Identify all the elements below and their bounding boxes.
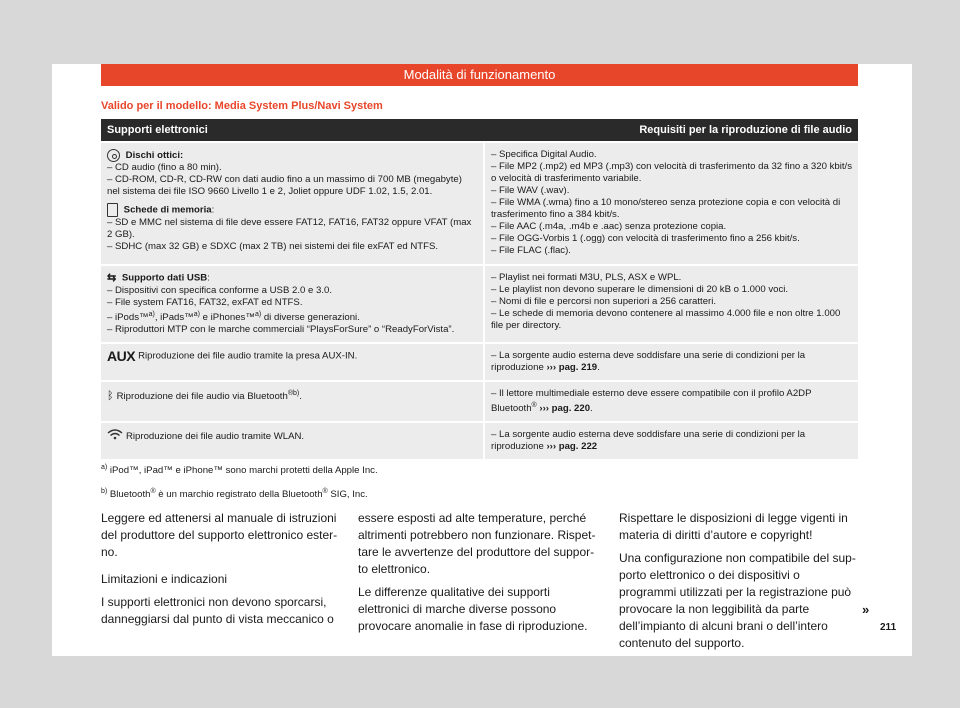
table-header-row <box>101 119 858 142</box>
requirement-line: – File WAV (.wav). <box>491 185 570 196</box>
requirement-line: – File MP2 (.mp2) ed MP3 (.mp3) con velocità di trasferimento da 32 fino a 320 kbit/s o velocità di trasferimento variabile. <box>491 161 852 184</box>
aux-requirement: – La sorgente audio esterna deve soddisfare una serie di condizioni per la riproduzione <box>491 349 806 373</box>
cell-bluetooth-requirements <box>484 381 858 422</box>
cell-aux <box>101 343 484 381</box>
paragraph: Leggere ed attenersi al manuale di istruzioni del produttore del supporto elettronico esterno. <box>101 511 338 559</box>
disc-icon <box>107 149 120 162</box>
usb-title: Supporto dati USB <box>121 272 208 284</box>
cell-aux-requirements <box>484 343 858 381</box>
usb-line: – Riproduttori MTP con le marche commerciali “PlaysForSure” o “ReadyForVista”. <box>107 323 455 335</box>
body-column-3 <box>619 510 857 658</box>
memory-card-icon <box>107 203 118 217</box>
cell-optical-memory-requirements <box>484 142 858 265</box>
usb-icon: ⇆ <box>107 272 117 285</box>
paragraph: I supporti elettronici non devono sporcarsi, danneggiarsi dal punto di vista meccanico o <box>101 595 334 626</box>
aux-req-end: . <box>597 361 600 373</box>
requirement-line: – File WMA (.wma) fino a 10 mono/stereo senza protezione copia e con velocità di trasferimento fino a 384 kbit/s. <box>491 197 841 220</box>
column-header-media: Supporti elettronici <box>101 119 484 142</box>
bluetooth-icon: ᛒ <box>107 390 114 403</box>
column-header-requirements: Requisiti per la riproduzione di file audio <box>484 119 858 142</box>
bluetooth-req-sup: ® <box>531 401 537 409</box>
requirement-line: – File FLAC (.flac). <box>491 245 571 256</box>
requirement-line: – File OGG-Vorbis 1 (.ogg) con velocità di trasferimento fino a 256 kbit/s. <box>491 233 800 244</box>
footnotes <box>101 462 858 510</box>
table-row <box>101 343 858 381</box>
subheading: Limitazioni e indicazioni <box>101 572 228 586</box>
bluetooth-label-end: . <box>299 390 302 402</box>
continue-icon: » <box>862 602 870 617</box>
memory-line: – SDHC (max 32 GB) e SDXC (max 2 TB) nei sistemi dei file exFAT ed NTFS. <box>107 241 439 253</box>
table-row <box>101 265 858 343</box>
optical-line: – CD audio (fino a 80 min). <box>107 162 222 174</box>
cell-bluetooth <box>101 381 484 422</box>
cell-optical-memory <box>101 142 484 265</box>
cell-wlan <box>101 422 484 459</box>
bluetooth-page-ref[interactable]: ››› pag. 220 <box>539 402 591 414</box>
bluetooth-requirement: – Il lettore multimediale esterno deve essere compatibile con il profilo A2DP Bluetooth <box>491 387 812 414</box>
usb-line: – Dispositivi con specifica conforme a USB 2.0 e 3.0. <box>107 284 333 296</box>
cell-usb <box>101 265 484 343</box>
section-header: Modalità di funzionamento <box>101 64 858 86</box>
body-column-2 <box>358 510 596 641</box>
requirement-line: – Nomi di file e percorsi non superiori a 256 caratteri. <box>491 296 717 308</box>
aux-page-ref[interactable]: ››› pag. 219 <box>546 361 598 373</box>
usb-line: – File system FAT16, FAT32, exFAT ed NTFS. <box>107 296 303 308</box>
aux-icon: AUX <box>107 347 136 364</box>
paragraph: Una configurazione non compatibile del supporto elettronico o dei dispositivi o programmi utilizzati per la registrazione può provocare la non leggibilità da parte dell’impianto di alcuni brani o dell’intero contenuto del supporto. <box>619 551 856 650</box>
bluetooth-req-end: . <box>590 402 593 414</box>
paragraph: essere esposti ad alte temperature, perché altrimenti potrebbero non funzionare. Rispettare le avvertenze del produttore del supporto elettronico. <box>358 511 596 576</box>
footnote-b: $^{b)}$ Bluetooth® è un marchio registrato della Bluetooth® SIG, Inc. <box>101 488 368 501</box>
wifi-icon <box>107 429 123 444</box>
cell-usb-requirements <box>484 265 858 343</box>
requirement-line: – Specifica Digital Audio. <box>491 149 597 160</box>
requirement-line: – Playlist nei formati M3U, PLS, ASX e WPL. <box>491 272 682 284</box>
memory-section <box>107 203 477 253</box>
requirement-line: – Le schede di memoria devono contenere al massimo 4.000 file e non oltre 1.000 file per directory. <box>491 308 841 332</box>
body-column-1 <box>101 510 339 634</box>
table-row <box>101 142 858 265</box>
bluetooth-label: Riproduzione dei file audio via Bluetooth <box>116 390 288 402</box>
media-spec-table <box>101 119 858 459</box>
optical-section <box>107 149 477 198</box>
paragraph: Le differenze qualitative dei supporti elettronici di marche diverse possono provocare anomalie in fase di riproduzione. <box>358 585 588 633</box>
table-row <box>101 381 858 422</box>
memory-title: Schede di memoria <box>123 204 212 216</box>
requirement-line: – Le playlist non devono superare le dimensioni di 20 kB o 1.000 voci. <box>491 284 789 296</box>
bluetooth-label-sup: ®b) <box>287 389 300 397</box>
optical-line: – CD-ROM, CD-R, CD-RW con dati audio fino a un massimo di 700 MB (megabyte) nel sistema dei file ISO 9660 Livello 1 e 2, Joliet oppure UDF 1.02, 1.5, 2.01. <box>107 174 462 198</box>
table-row <box>101 422 858 459</box>
memory-title-suffix: : <box>211 204 215 216</box>
usb-title-suffix: : <box>207 272 210 284</box>
optical-title: Dischi ottici: <box>125 150 184 162</box>
memory-line: – SD e MMC nel sistema di file deve essere FAT12, FAT16, FAT32 oppure VFAT (max 2 GB). <box>107 217 472 241</box>
usb-ipods-line: – iPods™$^{a)}$, iPads™$^{a)}$ e iPhones™$^{a)}$ di diverse generazioni. <box>107 310 360 323</box>
page-number: 211 <box>880 622 897 633</box>
requirement-line: – File AAC (.m4a, .m4b e .aac) senza protezione copia. <box>491 221 727 232</box>
aux-label: Riproduzione dei file audio tramite la presa AUX-IN. <box>138 350 358 362</box>
footnote-a: $^{a)}$ iPod™, iPad™ e iPhone™ sono marchi protetti della Apple Inc. <box>101 464 378 477</box>
wlan-label: Riproduzione dei file audio tramite WLAN. <box>126 430 305 442</box>
paragraph: Rispettare le disposizioni di legge vigenti in materia di diritti d’autore e copyright! <box>619 511 848 542</box>
cell-wlan-requirements <box>484 422 858 459</box>
wlan-requirement: – La sorgente audio esterna deve soddisfare una serie di condizioni per la riproduzione <box>491 428 806 452</box>
model-validity-line: Valido per il modello: Media System Plus/Navi System <box>101 100 383 112</box>
wlan-page-ref[interactable]: ››› pag. 222 <box>546 440 598 452</box>
